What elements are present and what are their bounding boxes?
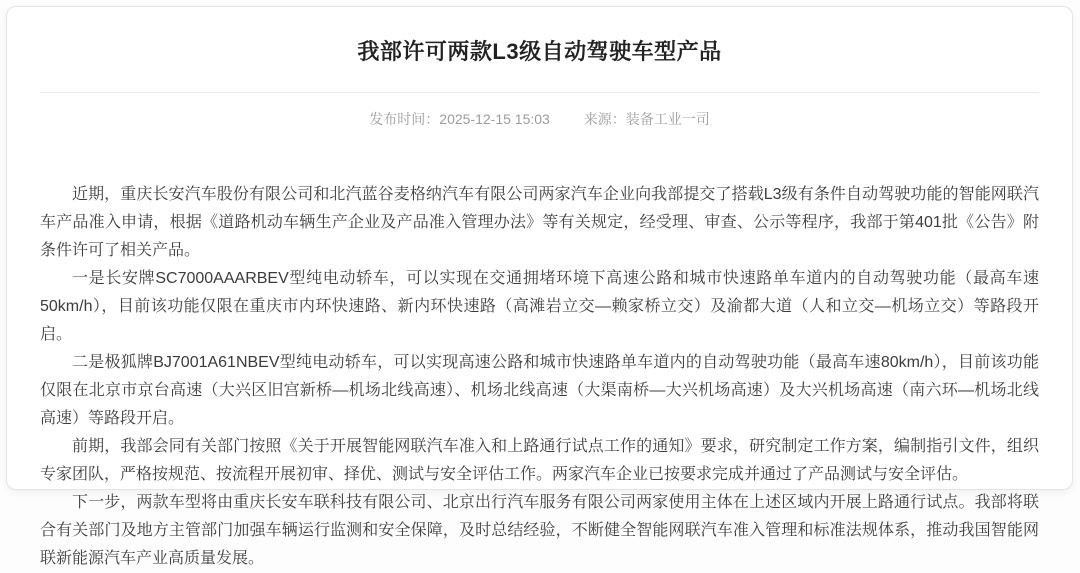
article-paragraph: 下一步，两款车型将由重庆长安车联科技有限公司、北京出行汽车服务有限公司两家使用主体在上述区域内开展上路通行试点。我部将联合有关部门及地方主管部门加强车辆运行监测和安全保障，及时总结经验，不断健全智能网联汽车准入管理和标准法规体系，推动我国智能网联新能源汽车产业高质量发展。 [40, 494, 1039, 567]
article-paragraph: 近期，重庆长安汽车股份有限公司和北汽蓝谷麦格纳汽车有限公司两家汽车企业向我部提交了搭载L3级有条件自动驾驶功能的智能网联汽车产品准入申请，根据《道路机动车辆生产企业及产品准入管理办法》等有关规定，经受理、审查、公示等程序，我部于第401批《公告》附条件许可了相关产品。 [40, 186, 1039, 259]
article-paragraph: 前期，我部会同有关部门按照《关于开展智能网联汽车准入和上路通行试点工作的通知》要求，研究制定工作方案，编制指引文件，组织专家团队，严格按规范、按流程开展初审、择优、测试与安全评估工作。两家汽车企业已按要求完成并通过了产品测试与安全评估。 [40, 438, 1039, 483]
title-divider [40, 92, 1039, 93]
source-value: 装备工业一司 [625, 111, 710, 127]
article-meta [40, 109, 1039, 129]
article-paragraph: 一是长安牌SC7000AAARBEV型纯电动轿车，可以实现在交通拥堵环境下高速公路和城市快速路单车道内的自动驾驶功能（最高车速50km/h），目前该功能仅限在重庆市内环快速路、新内环快速路（高滩岩立交—赖家桥立交）及渝都大道（人和立交—机场立交）等路段开启。 [40, 270, 1039, 343]
article-title: 我部许可两款L3级自动驾驶车型产品 [357, 39, 722, 64]
publish-time-value: 2025-12-15 15:03 [439, 111, 550, 127]
publish-time-label: 发布时间： [369, 111, 440, 127]
source-label: 来源： [583, 111, 626, 127]
article-body [40, 181, 1039, 573]
article-paragraph: 二是极狐牌BJ7001A61NBEV型纯电动轿车，可以实现高速公路和城市快速路单车道内的自动驾驶功能（最高车速80km/h），目前该功能仅限在北京市京台高速（大兴区旧宫新桥—机场北线高速）、机场北线高速（大渠南桥—大兴机场高速）及大兴机场高速（南六环—机场北线高速）等路段开启。 [40, 354, 1039, 427]
source-group [584, 111, 710, 127]
publish-time-group [369, 111, 550, 127]
article-card [6, 6, 1073, 567]
